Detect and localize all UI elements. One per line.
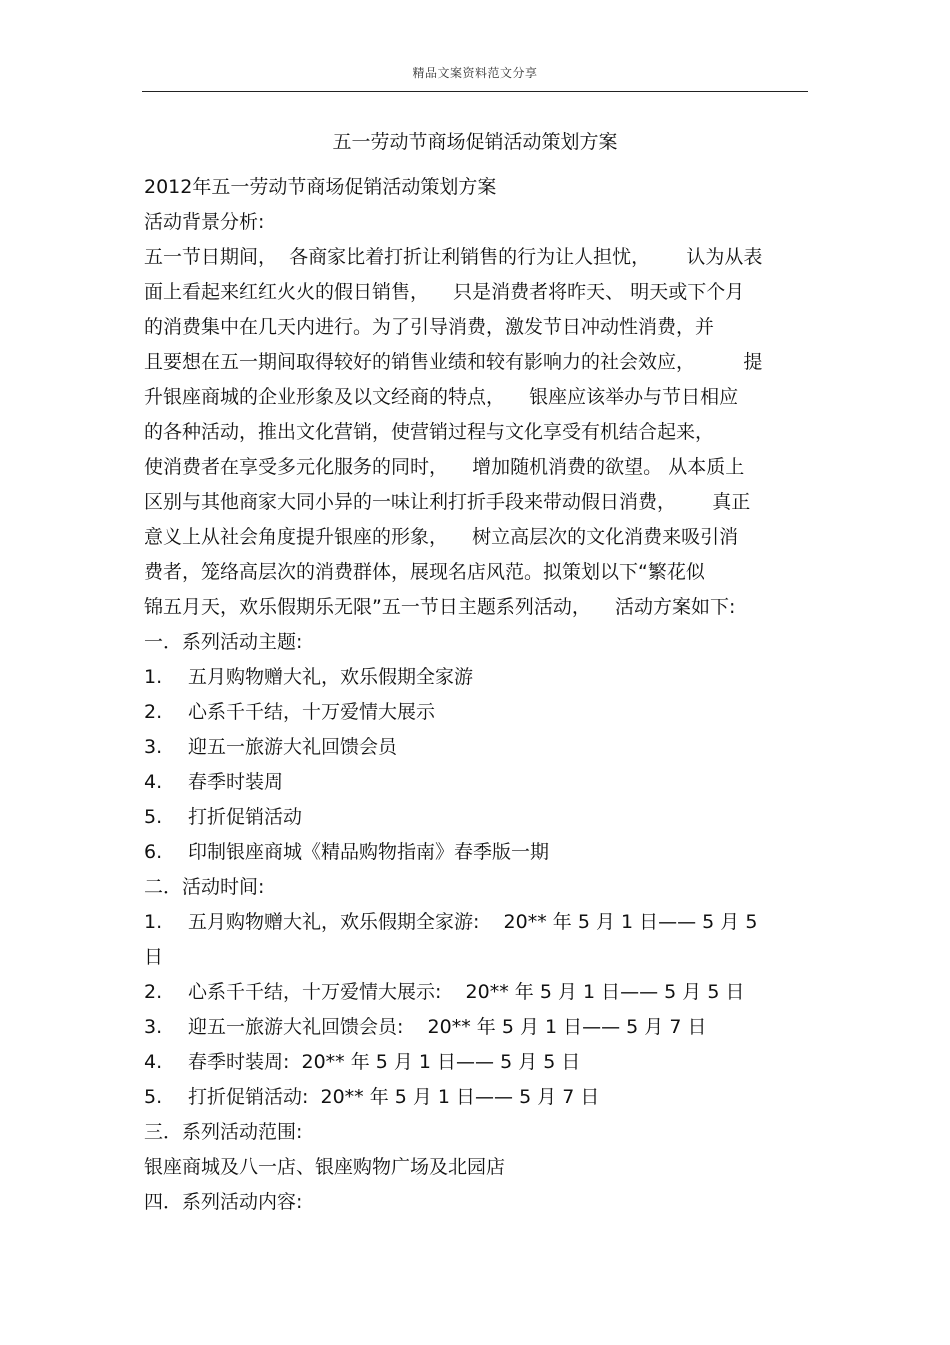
paragraph-line: 且要想在五一期间取得较好的销售业绩和较有影响力的社会效应， 提 xyxy=(144,351,763,373)
section-heading-content: 四．系列活动内容: xyxy=(144,1191,303,1213)
list-item xyxy=(144,730,806,765)
list-text: 迎五一旅游大礼回馈会员 xyxy=(188,736,398,758)
paragraph-line: 的各种活动，推出文化营销，使营销过程与文化享受有机结合起来， xyxy=(144,421,715,443)
list-text: 迎五一旅游大礼回馈会员: 20** 年 5 月 1 日—— 5 月 7 日 xyxy=(188,1016,707,1038)
list-item xyxy=(144,1010,806,1045)
list-number: 2. xyxy=(144,701,163,723)
list-number: 6. xyxy=(144,841,163,863)
list-text-continuation: 日 xyxy=(144,946,164,968)
list-item xyxy=(144,695,806,730)
paragraph-line: 费者，笼络高层次的消费群体，展现名店风范。拟策划以下“繁花似 xyxy=(144,561,705,583)
list-item xyxy=(144,1080,806,1115)
list-number: 4. xyxy=(144,771,163,793)
header-rule xyxy=(142,91,808,92)
list-text: 春季时装周 xyxy=(188,771,284,793)
list-text: 印制银座商城《精品购物指南》春季版一期 xyxy=(188,841,550,863)
list-number: 4. xyxy=(144,1051,163,1073)
list-item xyxy=(144,1045,806,1080)
list-text: 打折促销活动 xyxy=(188,806,303,828)
list-text: 心系千千结，十万爱情大展示 xyxy=(188,701,436,723)
list-number: 1. xyxy=(144,666,163,688)
document-title: 五一劳动节商场促销活动策划方案 xyxy=(332,131,618,153)
list-number: 3. xyxy=(144,736,163,758)
list-text: 打折促销活动: 20** 年 5 月 1 日—— 5 月 7 日 xyxy=(188,1086,600,1108)
document-body xyxy=(144,170,806,1220)
list-text: 春季时装周: 20** 年 5 月 1 日—— 5 月 5 日 xyxy=(188,1051,581,1073)
paragraph-line: 区别与其他商家大同小异的一味让利打折手段来带动假日消费， 真正 xyxy=(144,491,751,513)
list-text: 五月购物赠大礼，欢乐假期全家游: 20** 年 5 月 1 日—— 5 月 5 xyxy=(188,911,758,933)
paragraph-line: 五一节日期间， 各商家比着打折让利销售的行为让人担忧， 认为从表 xyxy=(144,246,763,268)
list-number: 2. xyxy=(144,981,163,1003)
section-heading-scope: 三．系列活动范围: xyxy=(144,1121,303,1143)
page-header: 精品文案资料范文分享 xyxy=(412,66,538,80)
list-number: 1. xyxy=(144,911,163,933)
background-heading: 活动背景分析: xyxy=(144,211,265,233)
paragraph-line: 使消费者在享受多元化服务的同时， 增加随机消费的欲望。 从本质上 xyxy=(144,456,745,478)
section-heading-time: 二．活动时间: xyxy=(144,876,265,898)
scope-text: 银座商城及八一店、银座购物广场及北园店 xyxy=(144,1156,506,1178)
paragraph-line: 面上看起来红红火火的假日销售， 只是消费者将昨天、 明天或下个月 xyxy=(144,281,745,303)
paragraph-line: 锦五月天，欢乐假期乐无限”五一节日主题系列活动， 活动方案如下: xyxy=(144,596,736,618)
list-item xyxy=(144,660,806,695)
list-item xyxy=(144,975,806,1010)
list-number: 5. xyxy=(144,1086,163,1108)
list-item xyxy=(144,835,806,870)
list-text: 心系千千结，十万爱情大展示: 20** 年 5 月 1 日—— 5 月 5 日 xyxy=(188,981,745,1003)
document-subtitle: 2012年五一劳动节商场促销活动策划方案 xyxy=(144,176,497,198)
list-item xyxy=(144,800,806,835)
list-text: 五月购物赠大礼，欢乐假期全家游 xyxy=(188,666,474,688)
list-number: 5. xyxy=(144,806,163,828)
paragraph-line: 升银座商城的企业形象及以文经商的特点， 银座应该举办与节日相应 xyxy=(144,386,739,408)
background-paragraph xyxy=(144,240,806,625)
list-item xyxy=(144,765,806,800)
paragraph-line: 的消费集中在几天内进行。为了引导消费，激发节日冲动性消费，并 xyxy=(144,316,715,338)
list-item xyxy=(144,905,806,940)
paragraph-line: 意义上从社会角度提升银座的形象， 树立高层次的文化消费来吸引消 xyxy=(144,526,739,548)
section-heading-themes: 一．系列活动主题: xyxy=(144,631,303,653)
list-number: 3. xyxy=(144,1016,163,1038)
